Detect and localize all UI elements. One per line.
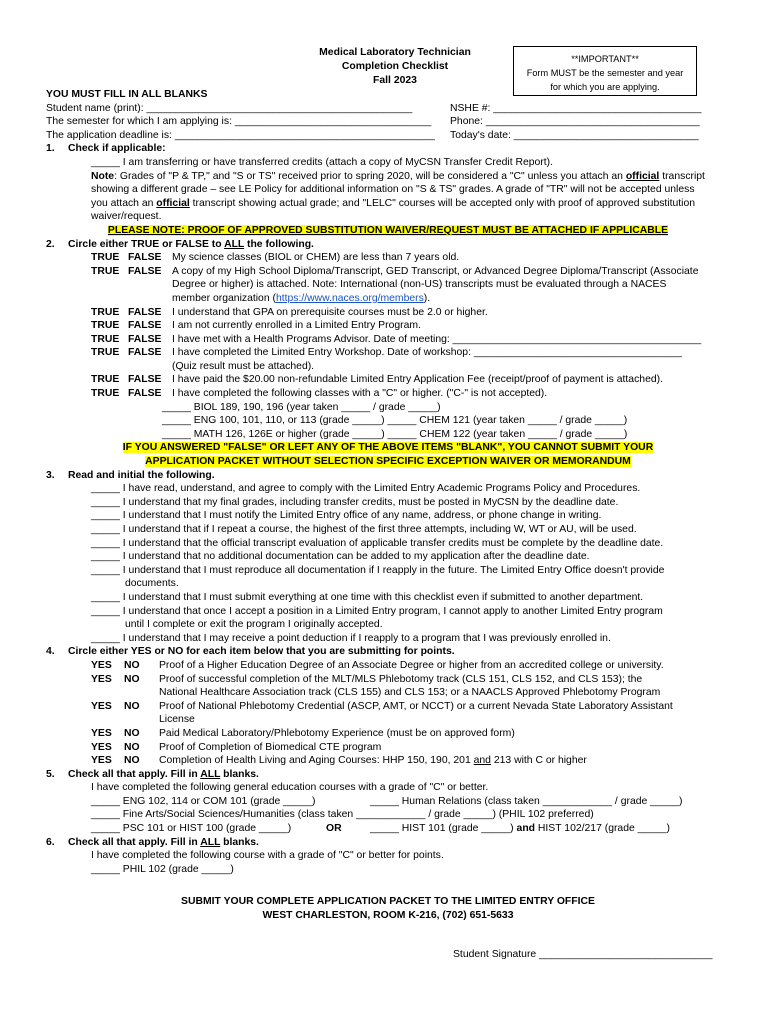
false-option[interactable]: FALSE — [128, 333, 162, 345]
note-text-a: : Grades of "P & TP," and "S or TS" received prior to spring 2020, will be considered a "C" unless you attach an — [114, 170, 626, 182]
initial-item[interactable]: _____ I have read, understand, and agree to comply with the Limited Entry Academic Programs Policy and Procedures. — [91, 483, 641, 495]
section-6-heading — [46, 836, 730, 850]
section-5-heading — [46, 768, 730, 782]
true-option[interactable]: TRUE — [91, 388, 120, 400]
tf-item-text: I have completed the following classes with a "C" or higher. ("C-" is not accepted). — [172, 388, 548, 400]
section-5-title-all: ALL — [200, 768, 221, 780]
please-note-banner — [46, 224, 730, 238]
note-line-2: showing a different grade – see LE Policy for additional information on "S & TS" grades. A grade of "TR" will not be accepted unless — [91, 184, 695, 196]
no-option[interactable]: NO — [124, 755, 140, 767]
student-name-field[interactable]: Student name (print): ______________________________________________ — [46, 102, 413, 114]
yes-option[interactable]: YES — [91, 755, 112, 767]
yn-item-text — [159, 754, 730, 768]
note-line-1 — [46, 170, 730, 184]
no-option[interactable]: NO — [124, 673, 140, 685]
important-title: **IMPORTANT** — [571, 54, 639, 64]
false-option[interactable]: FALSE — [128, 252, 162, 264]
initial-item-continued: until I complete or exit the program I originally accepted. — [125, 619, 383, 631]
and-label: and — [516, 823, 536, 835]
human-relations-field[interactable]: _____ Human Relations (class taken ____________ / grade _____) — [370, 795, 683, 807]
section-4-heading — [46, 645, 730, 659]
section-4-number: 4. — [46, 646, 55, 658]
false-warning — [46, 441, 730, 468]
section-4-title: Circle either YES or NO for each item below that you are submitting for points. — [68, 646, 455, 658]
tf-row-4 — [46, 319, 730, 333]
initial-item[interactable]: _____ I understand that I must notify the Limited Entry office of any name, address, or phone change in writing. — [91, 510, 602, 522]
yn-row-4 — [46, 727, 730, 741]
gen-ed-row-1 — [46, 795, 730, 809]
true-option[interactable]: TRUE — [91, 333, 120, 345]
false-warning-line-1: IF YOU ANSWERED "FALSE" OR LEFT ANY OF THE ABOVE ITEMS "BLANK", YOU CANNOT SUBMIT YOUR — [122, 442, 654, 454]
section-3-number: 3. — [46, 469, 55, 481]
true-option[interactable]: TRUE — [91, 265, 120, 277]
tf-item-2-line-2: Degree or higher) is attached. Note: International (non-US) transcripts must be evaluated through a NACES — [172, 279, 667, 291]
tf-item-2-line-3a: member organization ( — [172, 292, 276, 304]
no-option[interactable]: NO — [124, 741, 140, 753]
section-1-title: Check if applicable: — [68, 143, 166, 155]
section-1-heading — [46, 142, 730, 156]
tf-item-text — [172, 265, 730, 306]
tf-item-text[interactable]: I have met with a Health Programs Advisor. Date of meeting: ___________________________________________ — [172, 333, 702, 345]
section-5-title-b: blanks. — [220, 768, 259, 780]
note-line-3a: you attach an — [91, 197, 157, 209]
no-option[interactable]: NO — [124, 727, 140, 739]
tf-row-3 — [46, 306, 730, 320]
tf-item-6-line-2: (Quiz result must be attached). — [172, 360, 315, 372]
initial-item-continued: documents. — [125, 578, 179, 590]
section-2-heading — [46, 238, 730, 252]
yes-option[interactable]: YES — [91, 700, 112, 712]
yn-row-6 — [46, 754, 730, 768]
naces-link[interactable]: https://www.naces.org/members — [275, 292, 424, 304]
student-signature-field[interactable]: Student Signature ______________________________ — [453, 949, 713, 960]
important-line2: for which you are applying. — [550, 82, 660, 92]
semester-row — [46, 115, 730, 129]
hist-102-text: HIST 102/217 (grade _____) — [535, 823, 671, 835]
section-3-title: Read and initial the following. — [68, 469, 215, 481]
initial-item[interactable]: _____ I understand that the official transcript evaluation of applicable transfer credits must be complete by the deadline date. — [91, 537, 664, 549]
yes-option[interactable]: YES — [91, 741, 112, 753]
section-3-heading — [46, 469, 730, 483]
initial-item[interactable]: _____ I understand that no additional documentation can be added to my application after the deadline date. — [91, 551, 590, 563]
tf-item-text: I have paid the $20.00 non-refundable Limited Entry Application Fee (receipt/proof of payment is attached). — [172, 374, 663, 386]
header-term: Fall 2023 — [373, 75, 417, 86]
tf-item-text: I understand that GPA on prerequisite courses must be 2.0 or higher. — [172, 306, 488, 318]
tf-row-1 — [46, 251, 730, 265]
phone-field[interactable]: Phone: _____________________________________ — [450, 116, 700, 128]
section-5-title-a: Check all that apply. Fill in — [68, 768, 201, 780]
deadline-field[interactable]: The application deadline is: _____________________________________________ — [46, 129, 435, 141]
tf-item-text: My science classes (BIOL or CHEM) are less than 7 years old. — [172, 252, 460, 264]
yes-option[interactable]: YES — [91, 727, 112, 739]
yn-row-5 — [46, 741, 730, 755]
section-5-title — [68, 768, 259, 782]
yn-item-text: Proof of Completion of Biomedical CTE program — [159, 741, 382, 753]
gen-ed-row-3 — [46, 822, 730, 836]
official-word-2: official — [156, 197, 190, 209]
no-option[interactable]: NO — [124, 700, 140, 712]
important-line1: Form MUST be the semester and year — [526, 68, 684, 78]
section-2-title — [68, 238, 314, 252]
initial-item[interactable]: _____ I understand that my final grades, including transfer credits, must be posted in MyCSN by the deadline date. — [91, 496, 619, 508]
false-option[interactable]: FALSE — [128, 388, 162, 400]
tf-item-2-line-3b: ). — [423, 292, 431, 304]
false-option[interactable]: FALSE — [128, 320, 162, 332]
section-6-title — [68, 836, 259, 850]
tf-row-7 — [46, 373, 730, 387]
initial-item[interactable]: _____ I understand that once I accept a position in a Limited Entry program, I cannot apply to another Limited Entry program — [91, 605, 663, 617]
tf-row-2 — [46, 265, 730, 306]
true-option[interactable]: TRUE — [91, 320, 120, 332]
psc-hist-field[interactable]: _____ PSC 101 or HIST 100 (grade _____) — [91, 823, 292, 835]
tf-item-text: I am not currently enrolled in a Limited Entry Program. — [172, 320, 421, 332]
true-option[interactable]: TRUE — [91, 252, 120, 264]
initial-item[interactable]: _____ I understand that if I repeat a course, the highest of the first three attempts, including W, WT or AU, will be used. — [91, 524, 637, 535]
phil-intro: I have completed the following course with a grade of "C" or better for points. — [91, 850, 444, 862]
yn-item-3-line-2: License — [159, 714, 195, 726]
section-6-title-b: blanks. — [220, 836, 259, 848]
true-option[interactable]: TRUE — [91, 374, 120, 386]
yn-item-6-end: 213 with C or higher — [490, 755, 587, 767]
no-option[interactable]: NO — [124, 659, 140, 671]
please-note-text: PLEASE NOTE: PROOF OF APPROVED SUBSTITUTION WAIVER/REQUEST MUST BE ATTACHED IF APPLICABLE — [107, 224, 669, 236]
must-fill-heading: YOU MUST FILL IN ALL BLANKS — [46, 89, 208, 100]
false-option[interactable]: FALSE — [128, 306, 162, 318]
submit-instructions — [46, 895, 730, 922]
note-line-4: waiver/request. — [91, 211, 162, 223]
gen-ed-intro: I have completed the following general education courses with a grade of "C" or better. — [91, 782, 489, 794]
student-name-row — [46, 102, 730, 116]
official-word: official — [625, 170, 660, 182]
tf-item-text[interactable] — [172, 346, 730, 373]
note-label: Note — [91, 170, 115, 182]
section-2-number: 2. — [46, 238, 55, 250]
initial-item[interactable]: _____ I understand that I must reproduce all documentation if I reapply in the future. The Limited Entry Office doesn't provide — [91, 564, 665, 576]
section-5-number: 5. — [46, 768, 55, 780]
submit-line-1: SUBMIT YOUR COMPLETE APPLICATION PACKET TO THE LIMITED ENTRY OFFICE — [181, 896, 595, 907]
yn-item-text: Proof of a Higher Education Degree of an Associate Degree or higher from an accredited college or university. — [159, 659, 664, 671]
submit-line-2: WEST CHARLESTON, ROOM K-216, (702) 651-5633 — [262, 909, 514, 921]
tf-row-8 — [46, 387, 730, 401]
true-option[interactable]: TRUE — [91, 306, 120, 318]
yes-option[interactable]: YES — [91, 659, 112, 671]
class-row-math-chem122[interactable]: _____ MATH 126, 126E or higher (grade _____) _____ CHEM 122 (year taken _____ / grade _____) — [162, 428, 628, 440]
class-row-biol[interactable]: _____ BIOL 189, 190, 196 (year taken _____ / grade _____) — [162, 401, 441, 413]
yn-item-6-text: Completion of Health Living and Aging Courses: HHP 150, 190, 201 — [159, 755, 474, 767]
document-header — [286, 46, 504, 88]
yn-item-6-and: and — [473, 755, 491, 767]
yn-item-text — [159, 700, 730, 727]
yn-item-3-line-1: Proof of National Phlebotomy Credential (ASCP, AMT, or NCCT) or a current Nevada State Laboratory Assistant — [159, 700, 673, 712]
checklist-body — [46, 88, 730, 876]
note-line-3 — [46, 197, 730, 211]
tf-row-6 — [46, 346, 730, 373]
tf-row-5 — [46, 333, 730, 347]
false-warning-line-2: APPLICATION PACKET WITHOUT SELECTION SPECIFIC EXCEPTION WAIVER OR MEMORANDUM — [145, 456, 631, 468]
hist-101-field[interactable] — [370, 822, 670, 836]
note-line-3b: transcript showing actual grade; and "LELC" courses will be accepted only with proof of approved substitution — [189, 197, 696, 209]
today-field[interactable]: Today's date: ________________________________ — [450, 129, 699, 141]
section-2-title-a: Circle either TRUE or FALSE to — [68, 238, 225, 250]
initial-item[interactable]: _____ I understand that I may receive a point deduction if I reapply to a program that I was previously enrolled in. — [91, 632, 611, 644]
yes-option[interactable]: YES — [91, 673, 112, 685]
hist-101-text: _____ HIST 101 (grade _____) — [370, 823, 517, 835]
yn-item-2-line-2: National Healthcare Association track (CLS 155) and CLS 153; or a NAACLS Approved Phlebotomy Program — [159, 687, 661, 699]
header-program: Medical Laboratory Technician — [319, 47, 471, 58]
transfer-credit-item[interactable]: _____ I am transferring or have transferred credits (attach a copy of MyCSN Transfer Credit Report). — [91, 156, 553, 168]
tf-item-2-line-1: A copy of my High School Diploma/Transcript, GED Transcript, or Advanced Degree Diploma/Transcript (Associate — [172, 265, 699, 277]
tf-item-6-line-1: I have completed the Limited Entry Workshop. Date of workshop: ____________________________________ — [172, 347, 682, 359]
false-option[interactable]: FALSE — [128, 265, 162, 277]
semester-field[interactable]: The semester for which I am applying is: __________________________________ — [46, 116, 432, 128]
yn-row-1 — [46, 659, 730, 673]
note-text-b: transcript — [659, 170, 705, 182]
nshe-field[interactable]: NSHE #: ____________________________________ — [450, 102, 702, 114]
initial-item[interactable]: _____ I understand that I must submit everything at one time with this checklist even if submitted to another department. — [91, 591, 644, 603]
yn-item-text: Paid Medical Laboratory/Phlebotomy Experience (must be on approved form) — [159, 727, 515, 739]
class-row-eng-chem121[interactable]: _____ ENG 100, 101, 110, or 113 (grade _____) _____ CHEM 121 (year taken _____ / grade _____) — [162, 415, 628, 427]
deadline-row — [46, 129, 730, 143]
phil-102-field[interactable]: _____ PHIL 102 (grade _____) — [91, 863, 234, 875]
section-1-number: 1. — [46, 143, 55, 155]
section-6-title-all: ALL — [200, 836, 221, 848]
section-6-title-a: Check all that apply. Fill in — [68, 836, 201, 848]
header-title: Completion Checklist — [341, 61, 449, 72]
section-2-title-b: the following. — [244, 238, 314, 250]
section-2-title-all: ALL — [224, 238, 245, 250]
false-option[interactable]: FALSE — [128, 347, 162, 359]
eng-com-field[interactable]: _____ ENG 102, 114 or COM 101 (grade _____) — [91, 795, 316, 807]
yn-item-text — [159, 673, 730, 700]
section-6-number: 6. — [46, 836, 55, 848]
false-option[interactable]: FALSE — [128, 374, 162, 386]
yn-row-2 — [46, 673, 730, 700]
or-label: OR — [326, 823, 342, 835]
yn-row-3 — [46, 700, 730, 727]
yn-item-2-line-1: Proof of successful completion of the MLT/MLS Phlebotomy track (CLS 151, CLS 152, and CLS 153); the — [159, 673, 643, 685]
fine-arts-field[interactable]: _____ Fine Arts/Social Sciences/Humanities (class taken ____________ / grade _____) (PHIL 102 preferred) — [91, 809, 594, 821]
true-option[interactable]: TRUE — [91, 347, 120, 359]
